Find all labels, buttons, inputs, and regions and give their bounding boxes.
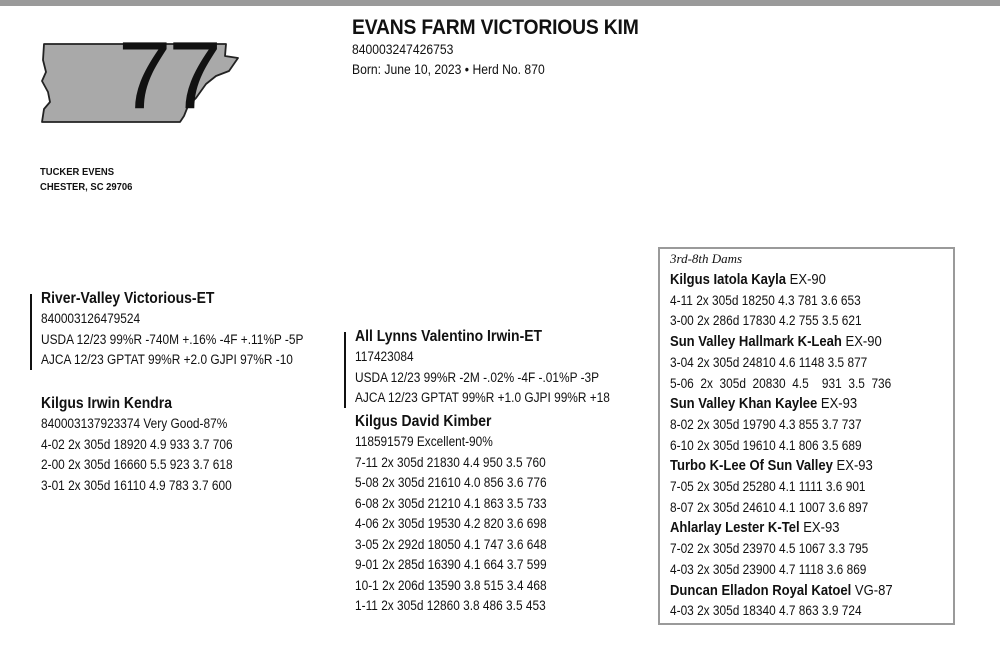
top-rule [0,0,1000,6]
dams-box-title: 3rd-8th Dams [670,251,743,266]
dam5-record: 6-10 2x 305d 19610 4.1 806 3.5 689 [670,437,862,453]
birth-info: Born: June 10, 2023 • Herd No. 870 [352,62,545,77]
granddam-block [355,412,573,617]
granddam-record: 7-11 2x 305d 21830 4.4 950 3.5 760 [355,454,546,470]
sire-bracket [30,294,32,370]
granddam-record: 4-06 2x 305d 19530 4.2 820 3.6 698 [355,516,547,531]
dam-block [41,394,259,496]
animal-header [352,16,664,80]
dam6-name: Turbo K-Lee Of Sun Valley EX-93 [670,458,873,475]
granddam-record: 10-1 2x 206d 13590 3.8 515 3.4 468 [355,577,547,593]
animal-id: 840003247426753 [352,42,454,57]
dam8-record: 4-03 2x 305d 18340 4.7 863 3.9 724 [670,603,862,619]
dam8-name: Duncan Elladon Royal Katoel VG-87 [670,582,893,599]
dam6-record: 7-05 2x 305d 25280 4.1 1111 3.6 901 [670,479,866,495]
dam7-name: Ahlarlay Lester K-Tel EX-93 [670,520,840,537]
dam4-record: 5-06 2x 305d 20830 4.5 931 3.5 736 [670,375,892,391]
granddam-id: 118591579 Excellent-90% [355,434,493,449]
sire-name: River-Valley Victorious-ET [41,290,215,307]
dam-record: 3-01 2x 305d 16110 4.9 783 3.7 600 [41,477,232,493]
mgs-usda-line: USDA 12/23 99%R -2M -.02% -4F -.01%P -3P [355,369,600,385]
mgs-name: All Lynns Valentino Irwin-ET [355,328,543,345]
dam4-name: Sun Valley Hallmark K-Leah EX-90 [670,334,882,351]
dam5-name: Sun Valley Khan Kaylee EX-93 [670,396,858,413]
dam3-record: 3-00 2x 286d 17830 4.2 755 3.5 621 [670,313,862,329]
mgs-ajca-line: AJCA 12/23 GPTAT 99%R +1.0 GJPI 99%R +18 [355,390,610,405]
mgs-id: 117423084 [355,349,414,364]
granddam-name: Kilgus David Kimber [355,413,492,430]
dam4-record: 3-04 2x 305d 24810 4.6 1148 3.5 877 [670,354,868,370]
sire-ajca-line: AJCA 12/23 GPTAT 99%R +2.0 GJPI 97%R -10 [41,352,293,367]
sire-id: 840003126479524 [41,311,141,326]
dam3-name: Kilgus Iatola Kayla EX-90 [670,272,826,288]
extended-dams-list [670,270,921,622]
dam3-record: 4-11 2x 305d 18250 4.3 781 3.6 653 [670,292,861,308]
consignor-name: TUCKER EVENS [40,166,115,178]
dam-name: Kilgus Irwin Kendra [41,395,173,412]
dam6-record: 8-07 2x 305d 24610 4.1 1007 3.6 897 [670,499,869,515]
granddam-record: 1-11 2x 305d 12860 3.8 486 3.5 453 [355,598,546,613]
consignor-location: CHESTER, SC 29706 [40,181,133,193]
sire-block [41,289,339,371]
granddam-record: 6-08 2x 305d 21210 4.1 863 3.5 733 [355,495,547,511]
dam-record: 2-00 2x 305d 16660 5.5 923 3.7 618 [41,457,233,472]
consignor [40,165,132,195]
lot-number: 77 [118,22,219,129]
granddam-record: 3-05 2x 292d 18050 4.1 747 3.6 648 [355,536,547,552]
animal-name: EVANS FARM VICTORIOUS KIM [352,16,639,39]
mgs-bracket [344,332,346,408]
granddam-record: 9-01 2x 285d 16390 4.1 664 3.7 599 [355,557,547,572]
dam7-record: 7-02 2x 305d 23970 4.5 1067 3.3 795 [670,541,869,557]
mgs-block [355,327,645,409]
sire-usda-line: USDA 12/23 99%R -740M +.16% -4F +.11%P -5P [41,331,304,347]
dam-id: 840003137923374 Very Good-87% [41,416,228,431]
granddam-record: 5-08 2x 305d 21610 4.0 856 3.6 776 [355,475,547,490]
dam-record: 4-02 2x 305d 18920 4.9 933 3.7 706 [41,436,233,452]
dam7-record: 4-03 2x 305d 23900 4.7 1118 3.6 869 [670,561,867,577]
dam5-record: 8-02 2x 305d 19790 4.3 855 3.7 737 [670,416,862,432]
